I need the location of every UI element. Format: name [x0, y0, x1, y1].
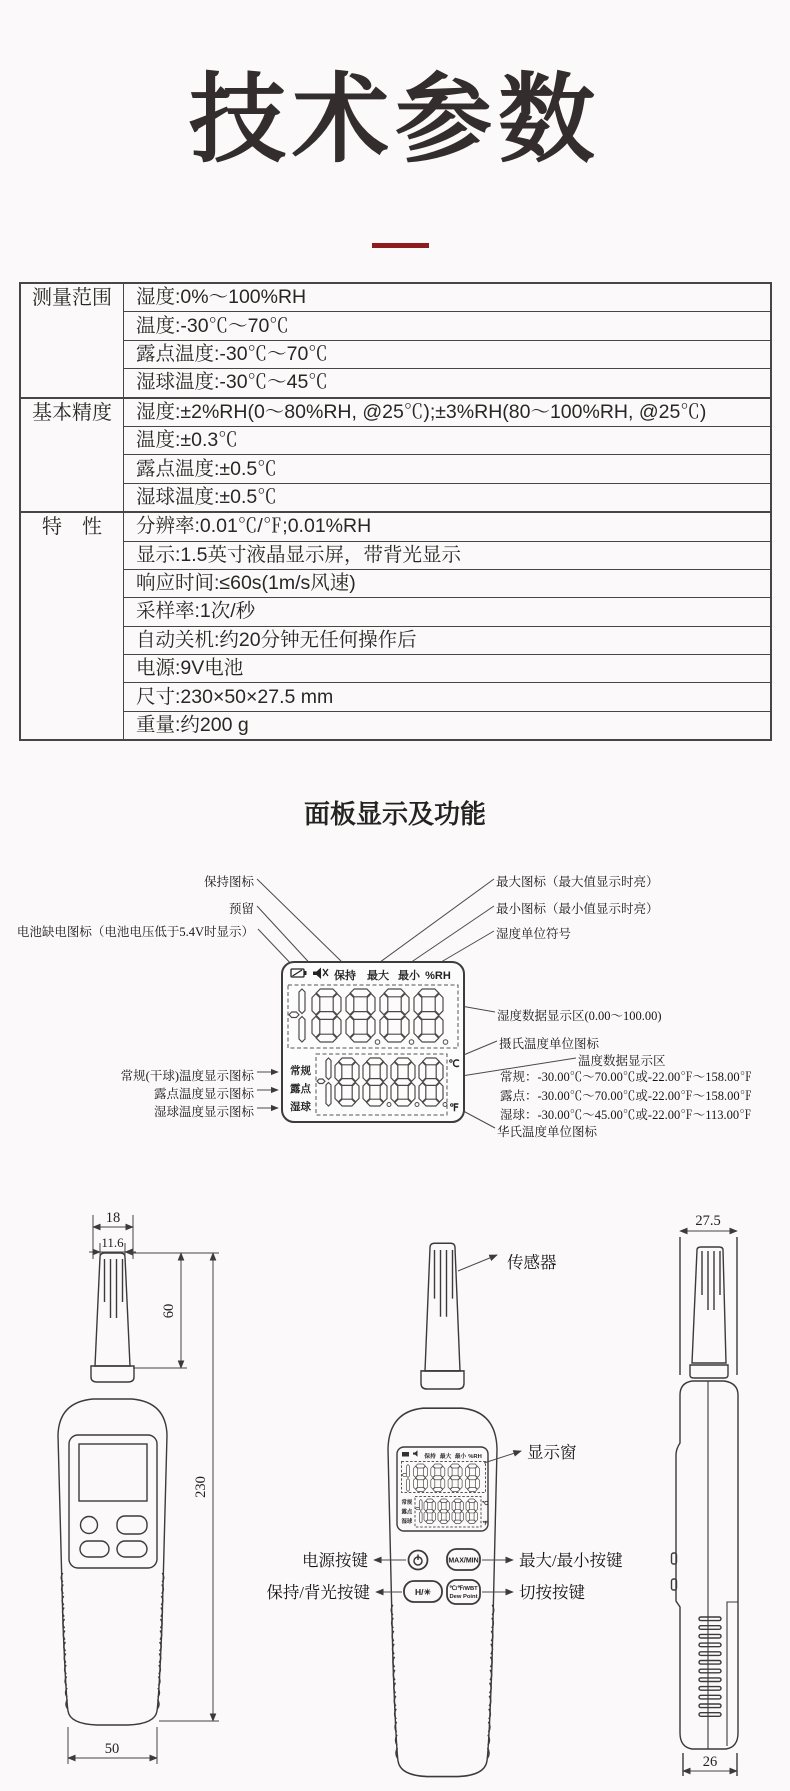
svg-text:湿球: 湿球 — [401, 1519, 413, 1525]
callout-power-button: 电源按键 — [302, 1551, 368, 1570]
switch-button-shape — [447, 1580, 480, 1604]
svg-text:最小: 最小 — [454, 1454, 467, 1460]
svg-text:℉: ℉ — [482, 1521, 488, 1527]
svg-text:%RH: %RH — [468, 1454, 482, 1460]
spec-group-label: 特 性 — [20, 512, 124, 740]
battery-icon — [291, 969, 307, 977]
lcd-rh-unit: %RH — [425, 970, 451, 982]
callout-fahrenheit-unit-icon: 华氏温度单位图标 — [497, 1125, 598, 1139]
callout-wetbulb-temp-icon: 湿球温度显示图标 — [153, 1105, 254, 1119]
spec-group-label: 测量范围 — [20, 283, 124, 398]
switch-glyph-line1: ℃/℉/WBT — [449, 1586, 478, 1592]
dim-60: 60 — [161, 1303, 177, 1319]
title-divider — [372, 243, 429, 248]
lcd-celsius-unit: ℃ — [448, 1059, 460, 1070]
mini-lcd — [397, 1447, 489, 1531]
callout-hold-backlight-button: 保持/背光按键 — [266, 1583, 370, 1602]
spec-value: 尺寸:230×50×27.5 mm — [124, 683, 772, 711]
svg-text:保持: 保持 — [424, 1454, 436, 1460]
spec-value: 露点温度:-30℃～70℃ — [124, 340, 772, 368]
maxmin-glyph: MAX/MIN — [448, 1557, 479, 1565]
lcd-dewpoint-label: 露点 — [290, 1083, 311, 1095]
device-callouts — [266, 1253, 623, 1602]
spec-value: 湿球温度:-30℃～45℃ — [124, 369, 772, 398]
mini-battery-icon — [402, 1450, 418, 1457]
callout-min-icon: 最小图标（最小值显示时亮） — [496, 902, 659, 916]
page-title: 技术参数 — [189, 65, 601, 174]
spec-value: 自动关机:约20分钟无任何操作后 — [124, 626, 772, 654]
switch-glyph-line2: Dew Point — [449, 1594, 478, 1600]
svg-text:露点: 露点 — [401, 1509, 413, 1516]
spec-group-label: 基本精度 — [20, 398, 124, 513]
hold-backlight-glyph: H/☀ — [414, 1587, 432, 1597]
callout-dewpoint-temp-icon: 露点温度显示图标 — [153, 1087, 254, 1101]
callout-humidity-unit: 湿度单位符号 — [496, 927, 572, 941]
front-screen-and-buttons — [69, 1435, 157, 1568]
spec-value: 湿度:0%～100%RH — [136, 286, 307, 309]
callout-switch-button: 切按按键 — [519, 1583, 585, 1602]
humidity-digits — [289, 989, 448, 1044]
spec-value: 湿度:±2%RH(0～80%RH, @25℃);±3%RH(80～100%RH, @25℃) — [124, 398, 772, 427]
lcd-fahrenheit-unit: ℉ — [449, 1103, 459, 1114]
dim-27-5: 27.5 — [695, 1213, 721, 1229]
mini-speaker-icon — [413, 1450, 418, 1457]
callout-hold-icon: 保持图标 — [203, 875, 254, 889]
callout-max-icon: 最大图标（最大值显示时亮） — [496, 875, 659, 889]
callout-reserved: 预留 — [228, 902, 254, 916]
callout-normal-temp-icon: 常规(干球)温度显示图标 — [120, 1069, 254, 1083]
device-buttons — [404, 1549, 480, 1604]
lcd-display-panel — [281, 961, 465, 1123]
dimension-drawings — [0, 1205, 790, 1791]
front-view-drawing — [58, 1210, 219, 1764]
lcd-normal-label: 常规 — [290, 1065, 311, 1077]
lcd-min-label: 最小 — [398, 970, 420, 982]
spec-value: 湿球温度:±0.5℃ — [124, 483, 772, 512]
specs-table — [19, 282, 772, 741]
callout-display-window: 显示窗 — [527, 1443, 577, 1462]
dim-18: 18 — [105, 1210, 121, 1226]
callout-celsius-unit-icon: 摄氏温度单位图标 — [499, 1037, 600, 1051]
lcd-wetbulb-label: 湿球 — [290, 1101, 311, 1113]
spec-value: 电源:9V电池 — [124, 655, 772, 683]
front-view-annotated — [266, 1243, 623, 1776]
front-dimensions — [68, 1210, 219, 1764]
temp-range-wetbulb: 湿球：-30.00℃～45.00℃或-22.00℉～113.00℉ — [500, 1108, 752, 1122]
callout-maxmin-button: 最大/最小按键 — [519, 1551, 623, 1570]
svg-text:℃: ℃ — [481, 1501, 489, 1507]
spec-value: 采样率:1次/秒 — [124, 598, 772, 626]
svg-text:最大: 最大 — [439, 1454, 452, 1460]
side-grip-slats — [699, 1617, 721, 1716]
section-title-panel-display: 面板显示及功能 — [303, 799, 486, 829]
spec-value: 露点温度:±0.5℃ — [124, 455, 772, 483]
spec-value: 温度:±0.3℃ — [124, 426, 772, 454]
temp-range-normal: 常规：-30.00℃～70.00℃或-22.00℉～158.00℉ — [500, 1070, 753, 1084]
spec-value: 重量:约200 g — [124, 711, 772, 740]
dim-230: 230 — [193, 1476, 209, 1498]
spec-value: 分辨率:0.01℃/℉;0.01%RH — [124, 512, 772, 541]
lcd-hold-label: 保持 — [334, 970, 356, 982]
dim-11-6: 11.6 — [101, 1235, 124, 1250]
lcd-max-label: 最大 — [367, 970, 389, 982]
dim-26: 26 — [702, 1754, 718, 1770]
callout-humidity-data-area: 湿度数据显示区(0.00～100.00) — [497, 1009, 662, 1023]
svg-text:常规: 常规 — [401, 1500, 413, 1506]
spec-value: 响应时间:≤60s(1m/s风速) — [124, 569, 772, 597]
temperature-digits — [317, 1058, 447, 1107]
callout-temp-data-area: 温度数据显示区 — [578, 1054, 666, 1068]
side-view-drawing — [672, 1213, 739, 1776]
spec-value: 显示:1.5英寸液晶显示屏，带背光显示 — [124, 541, 772, 569]
callout-low-battery-icon: 电池缺电图标（电池电压低于5.4V时显示） — [16, 925, 254, 939]
dim-50: 50 — [104, 1741, 120, 1757]
callout-sensor: 传感器 — [507, 1253, 557, 1272]
speaker-mute-icon — [313, 968, 328, 980]
temp-range-dewpoint: 露点：-30.00℃～70.00℃或-22.00℉～158.00℉ — [500, 1089, 753, 1103]
spec-value: 温度:-30℃～70℃ — [124, 312, 772, 340]
power-icon — [414, 1555, 422, 1566]
